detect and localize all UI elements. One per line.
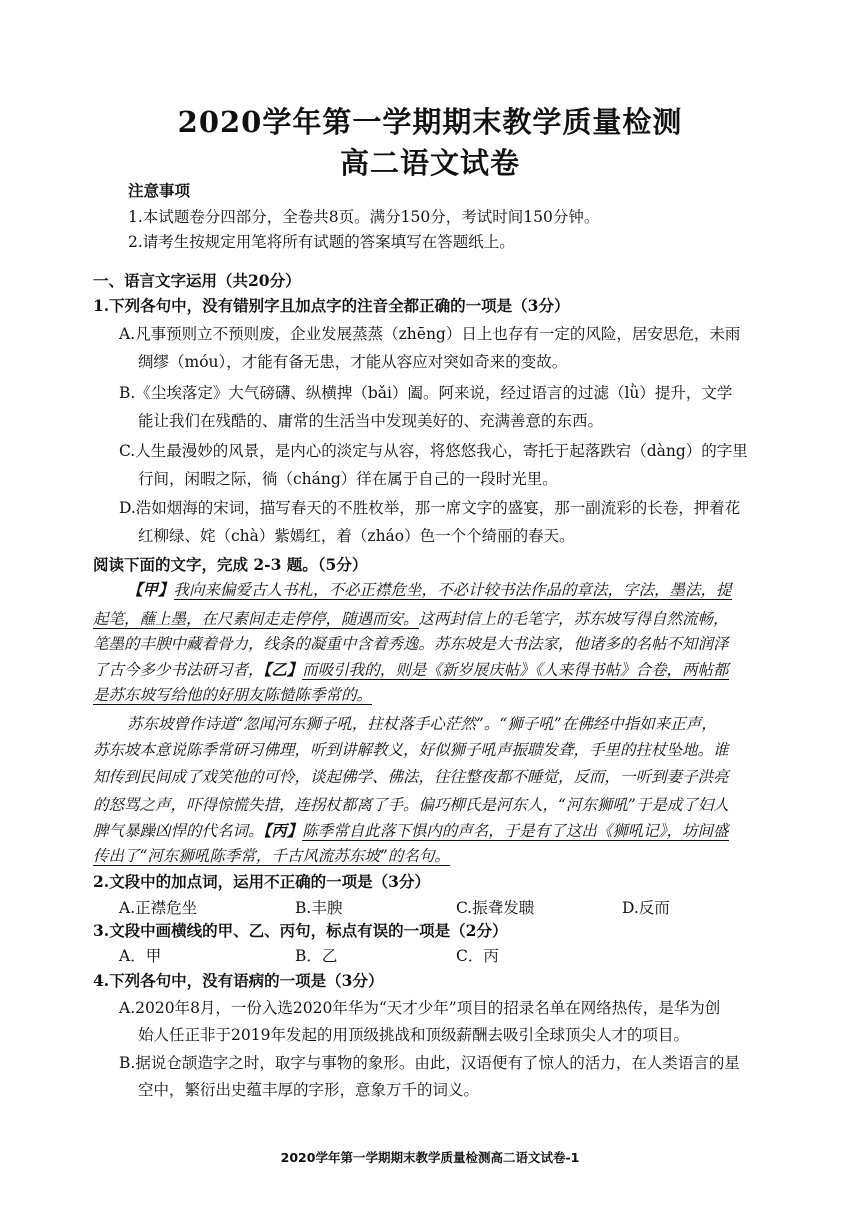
passage-line: [93, 819, 729, 841]
passage-line: [93, 683, 372, 705]
q1-option-a-line2: 绸缪（móu），才能有备无患，才能从容应对突如奇来的变故。: [138, 353, 568, 371]
q1-option-b-line1: B.《尘埃落定》大气磅礴、纵横捭（bǎi）阖。阿来说，经过语言的过滤（lǜ）提升，文学: [119, 384, 733, 402]
q4-option-a-line2: 始人任正非于2019年发起的用顶级挑战和顶级薪酬去吸引全球顶尖人才的项目。: [138, 1026, 689, 1044]
passage-line: [93, 658, 729, 680]
passage-text: 知传到民间成了戏笑他的可怜，谈起佛学、佛法，往往整夜都不睡觉，反而，一听到妻子洪亮: [93, 768, 729, 786]
passage-line: [93, 632, 729, 654]
q3-option-c: C．丙: [456, 947, 499, 965]
passage-text: 这两封信上的毛笔字，苏东坡写得自然流畅，: [418, 610, 729, 628]
question-4-stem: 4.下列各句中，没有语病的一项是（3分）: [93, 971, 384, 990]
q1-option-c-line1: C.人生最漫妙的风景，是内心的淡定与从容，将悠悠我心，寄托于起落跌宕（dàng）的字里: [119, 442, 748, 460]
exam-subtitle: 高二语文试卷: [339, 146, 520, 180]
passage-text: 苏东坡本意说陈季常研习佛理，听到讲解教义，好似狮子吼声振聩发聋，手里的拄杖坠地。谁: [93, 741, 729, 759]
passage-text: 的怒骂之声，吓得惊慌失措，连拐杖都离了手。偏巧柳氏是河东人，“河东狮吼”于是成了妇人: [93, 796, 729, 814]
notes-item: 2.请考生按规定用笔将所有试题的答案填写在答题纸上。: [128, 233, 515, 251]
q1-option-a-line1: A.凡事预则立不预则废，企业发展蒸蒸（zhēng）日上也存有一定的风险，居安思危，未雨: [119, 325, 741, 343]
passage-line: [127, 578, 732, 600]
passage-line: [93, 844, 450, 866]
notes-heading: 注意事项: [128, 181, 191, 200]
underlined-sentence-jia: 我向来偏爱古人书札，不必正襟危坐，不必计较书法作品的章法，字法，墨法，提: [173, 581, 732, 599]
q2-option-c: C.振聋发聩: [456, 899, 535, 917]
underlined-sentence-bing: 传出了“河东狮吼陈季常，千古风流苏东坡”的名句。: [93, 847, 450, 865]
q1-option-b-line2: 能让我们在残酷的、庸常的生活当中发现美好的、充满善意的东西。: [138, 412, 604, 430]
page-footer: 2020学年第一学期期末教学质量检测高二语文试卷-1: [280, 1150, 580, 1165]
q4-option-b-line1: B.据说仓颉造字之时，取字与事物的象形。由此，汉语便有了惊人的活力，在人类语言的星: [119, 1054, 740, 1072]
passage-line: [93, 738, 729, 760]
marker-bing: 【丙】: [263, 821, 303, 840]
question-3-stem: 3.文段中画横线的甲、乙、丙句，标点有误的一项是（2分）: [93, 921, 508, 940]
marker-yi: 【乙】: [263, 660, 303, 679]
q2-option-d: D.反而: [622, 899, 670, 917]
passage-text: 笔墨的丰腴中藏着骨力，线条的凝重中含着秀逸。苏东坡是大书法家，他诸多的名帖不知润泽: [93, 635, 729, 653]
underlined-sentence-yi: 而吸引我的，则是《新岁展庆帖》《人来得书帖》合卷，两帖都: [302, 661, 729, 679]
reading-stem: 阅读下面的文字，完成 2-3 题。（5分）: [93, 555, 368, 574]
q2-option-a: A.正襟危坐: [119, 899, 198, 917]
q3-option-a: A．甲: [119, 947, 162, 965]
q1-option-d-line1: D.浩如烟海的宋词，描写春天的不胜枚举，那一席文字的盛宴，那一副流彩的长卷，押着花: [119, 499, 741, 517]
q2-option-b: B.丰腴: [295, 899, 343, 917]
underlined-sentence-jia: 起笔，蘸上墨，在尺素间走走停停，随遇而安。: [93, 610, 419, 628]
passage-line: [93, 607, 729, 629]
q3-option-b: B．乙: [295, 947, 338, 965]
passage-line: [93, 793, 729, 815]
passage-text: 了古今多少书法研习者，: [93, 661, 264, 679]
underlined-sentence-yi: 是苏东坡写给他的好朋友陈慥陈季常的。: [93, 686, 373, 704]
underlined-sentence-bing: 陈季常自此落下惧内的声名，于是有了这出《狮吼记》，坊间盛: [302, 822, 729, 840]
passage-line: [93, 765, 729, 787]
question-1-stem: 1.下列各句中，没有错别字且加点字的注音全都正确的一项是（3分）: [93, 296, 570, 315]
marker-jia: 【甲】: [127, 580, 174, 599]
section-heading: 一、语言文字运用（共20分）: [93, 271, 301, 290]
exam-title: 2020学年第一学期期末教学质量检测: [177, 105, 683, 139]
q1-option-c-line2: 行间，闲暇之际，徜（cháng）徉在属于自己的一段时光里。: [138, 470, 558, 488]
passage-text: 脾气暴躁凶悍的代名词。: [93, 822, 264, 840]
q4-option-b-line2: 空中，繁衍出史蕴丰厚的字形，意象万千的词义。: [138, 1081, 480, 1099]
q4-option-a-line1: A.2020年8月，一份入选2020年华为“天才少年”项目的招录名单在网络热传，是华为创: [119, 999, 721, 1017]
q1-option-d-line2: 红柳绿、姹（chà）紫嫣红，着（zháo）色一个个绮丽的春天。: [138, 527, 575, 545]
question-2-stem: 2.文段中的加点词，运用不正确的一项是（3分）: [93, 872, 430, 891]
passage-line: [127, 712, 717, 734]
passage-text: 苏东坡曾作诗道“忽闻河东狮子吼，拄杖落手心茫然”。“狮子吼”在佛经中指如来正声，: [127, 715, 717, 733]
notes-item: 1.本试题卷分四部分，全卷共8页。满分150分，考试时间150分钟。: [128, 208, 600, 226]
